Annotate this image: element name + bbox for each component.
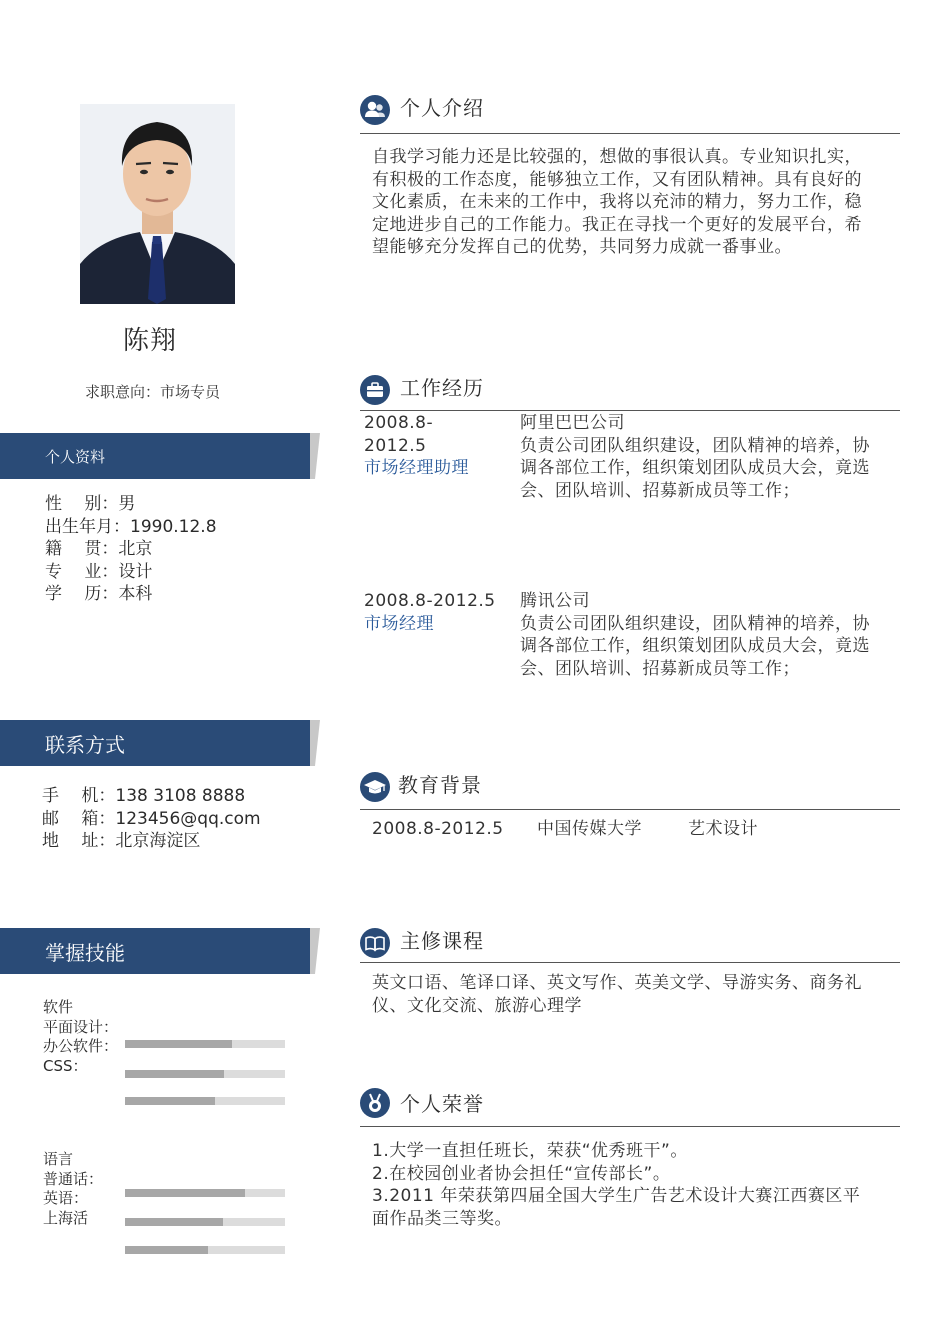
edu-major: 艺术设计 xyxy=(688,819,758,839)
job-desc-line: 负责公司团队组织建设，团队精神的培养，协 xyxy=(520,613,870,634)
medal-icon xyxy=(360,1088,390,1118)
skill-bar-fill xyxy=(125,1040,232,1048)
language-bar-fill xyxy=(125,1246,208,1254)
edu-period: 2008.8-2012.5 xyxy=(372,819,504,839)
software-skills-labels xyxy=(43,998,118,1076)
contact-address: 地 址：北京海淀区 xyxy=(42,831,201,851)
divider xyxy=(360,962,900,963)
briefcase-icon xyxy=(360,375,390,405)
education-title: 教育背景 xyxy=(398,773,482,797)
book-icon xyxy=(360,928,390,958)
skills-banner xyxy=(0,928,310,974)
contact-title: 联系方式 xyxy=(45,732,125,757)
personal-info-banner xyxy=(0,433,310,479)
skill-bar xyxy=(125,1070,285,1078)
contact-banner xyxy=(0,720,310,766)
language-heading: 语言 xyxy=(43,1150,74,1168)
user-group-icon xyxy=(360,95,390,125)
skills-title: 掌握技能 xyxy=(45,940,125,965)
courses-title: 主修课程 xyxy=(400,929,484,953)
skill-bar xyxy=(125,1040,285,1048)
banner-fold xyxy=(310,928,320,974)
courses-text xyxy=(372,972,862,1017)
job-desc-line: 调各部位工作，组织策划团队成员大会，竟选 xyxy=(520,458,870,478)
personal-info-list xyxy=(45,493,217,606)
skill-label: 平面设计： xyxy=(43,1017,119,1036)
intro-line: 自我学习能力还是比较强的，想做的事很认真。专业知识扎实， xyxy=(372,147,862,167)
divider xyxy=(360,809,900,810)
job-intent: 求职意向：市场专员 xyxy=(84,383,220,401)
job-date: 2008.8- xyxy=(364,413,434,433)
job-2-meta xyxy=(364,590,514,635)
language-bar xyxy=(125,1218,285,1226)
job-date: 2012.5 xyxy=(364,435,427,456)
job-desc-line: 会、团队培训、招募新成员等工作； xyxy=(520,658,800,679)
info-major: 专 业：设计 xyxy=(45,561,153,582)
intro-title: 个人介绍 xyxy=(400,96,484,120)
skill-bar-fill xyxy=(125,1097,215,1105)
intro-line: 文化素质，在未来的工作中，我将以充沛的精力，努力工作，稳 xyxy=(372,192,862,212)
language-bar xyxy=(125,1246,285,1254)
job-desc-line: 调各部位工作，组织策划团队成员大会，竟选 xyxy=(520,636,870,656)
skill-label: CSS： xyxy=(43,1056,88,1075)
job-1-meta xyxy=(364,412,514,480)
job-desc-line: 会、团队培训、招募新成员等工作； xyxy=(520,480,800,501)
language-bar-fill xyxy=(125,1189,245,1197)
job-2-detail xyxy=(520,590,870,680)
software-heading: 软件 xyxy=(43,998,74,1016)
honor-line: 2.在校园创业者协会担任“宣传部长”。 xyxy=(372,1163,671,1184)
divider xyxy=(360,1126,900,1127)
intro-line: 有积极的工作态度，能够独立工作，又有团队精神。具有良好的 xyxy=(372,169,862,190)
personal-info-title: 个人资料 xyxy=(45,447,106,466)
intro-text xyxy=(372,146,862,259)
language-bar-fill xyxy=(125,1218,223,1226)
work-title: 工作经历 xyxy=(400,376,484,400)
divider xyxy=(360,133,900,134)
job-desc-line: 负责公司团队组织建设，团队精神的培养，协 xyxy=(520,435,870,456)
job-1-detail xyxy=(520,412,870,502)
contact-list xyxy=(42,785,261,853)
contact-phone: 手 机：138 3108 8888 xyxy=(42,786,246,806)
info-birth: 出生年月：1990.12.8 xyxy=(45,516,217,537)
skill-label: 办公软件： xyxy=(43,1037,119,1055)
honors-list xyxy=(372,1140,860,1230)
skill-bar xyxy=(125,1097,285,1105)
job-company: 腾讯公司 xyxy=(520,591,590,611)
honor-line: 3.2011 年荣获第四届全国大学生广告艺术设计大赛江西赛区平 xyxy=(372,1186,861,1206)
language-label: 上海活 xyxy=(43,1208,89,1227)
language-label: 英语： xyxy=(43,1189,89,1207)
honor-line: 面作品类三等奖。 xyxy=(372,1208,512,1229)
language-skills-labels xyxy=(43,1150,103,1228)
intro-line: 定地进步自己的工作能力。我正在寻找一个更好的发展平台，希 xyxy=(372,214,862,235)
divider xyxy=(360,410,900,411)
banner-fold xyxy=(310,720,320,766)
skill-bar-fill xyxy=(125,1070,224,1078)
courses-line: 仪、文化交流、旅游心理学 xyxy=(372,995,582,1016)
info-degree: 学 历：本科 xyxy=(45,584,153,604)
job-role: 市场经理 xyxy=(364,613,434,634)
honor-line: 1.大学一直担任班长，荣获“优秀班干”。 xyxy=(372,1141,688,1161)
graduation-cap-icon xyxy=(360,772,390,802)
intro-line: 望能够充分发挥自己的优势，共同努力成就一番事业。 xyxy=(372,237,792,257)
contact-email: 邮 箱：123456@qq.com xyxy=(42,808,261,829)
honors-title: 个人荣誉 xyxy=(400,1092,484,1116)
job-date: 2008.8-2012.5 xyxy=(364,591,496,611)
banner-fold xyxy=(310,433,320,479)
info-gender: 性 别：男 xyxy=(45,494,136,514)
profile-photo xyxy=(80,104,235,304)
courses-line: 英文口语、笔译口译、英文写作、英美文学、导游实务、商务礼 xyxy=(372,973,862,993)
language-bar xyxy=(125,1189,285,1197)
edu-school: 中国传媒大学 xyxy=(537,819,642,839)
candidate-name: 陈翔 xyxy=(122,326,177,356)
language-label: 普通话： xyxy=(43,1169,104,1188)
info-hometown: 籍 贯：北京 xyxy=(45,539,153,559)
job-company: 阿里巴巴公司 xyxy=(520,413,625,433)
job-role: 市场经理助理 xyxy=(364,458,469,478)
